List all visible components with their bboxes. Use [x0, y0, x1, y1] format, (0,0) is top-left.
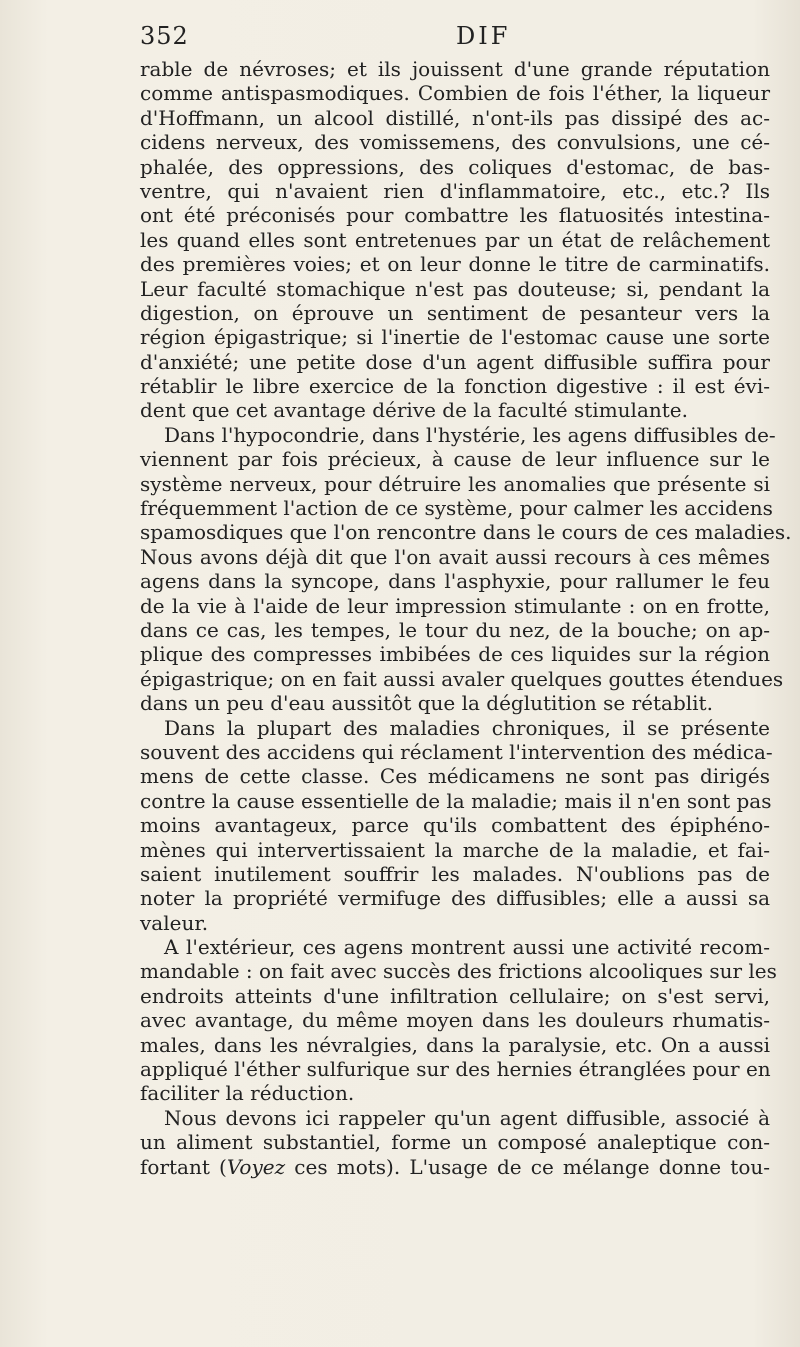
- text-line: viennent par fois précieux, à cause de leur influence sur le: [140, 447, 770, 472]
- cross-reference: Voyez: [226, 1154, 286, 1179]
- text-line: dans un peu d'eau aussitôt que la déglutition se rétablit.: [140, 691, 713, 716]
- paragraph-4: [140, 935, 777, 1106]
- text-line: Nous avons déjà dit que l'on avait aussi recours à ces mêmes: [140, 544, 770, 569]
- text-line: ventre, qui n'avaient rien d'inflammatoire, etc., etc.? Ils: [140, 178, 770, 203]
- text-line: A l'extérieur, ces agens montrent aussi une activité recom-: [164, 935, 770, 960]
- text-line: appliqué l'éther sulfurique sur des hernies étranglées pour en: [140, 1057, 771, 1082]
- text-line: région épigastrique; si l'inertie de l'estomac cause une sorte: [140, 325, 770, 350]
- text-line: épigastrique; on en fait aussi avaler quelques gouttes étendues: [140, 666, 784, 691]
- text-line: des premières voies; et on leur donne le titre de carminatifs.: [140, 252, 770, 277]
- text-line: faciliter la réduction.: [140, 1081, 355, 1106]
- text-line: plique des compresses imbibées de ces liquides sur la région: [140, 642, 770, 667]
- text-line: rétablir le libre exercice de la fonction digestive : il est évi-: [140, 374, 770, 399]
- text-line: mandable : on fait avec succès des frictions alcooliques sur les: [140, 959, 777, 984]
- text-line: digestion, on éprouve un sentiment de pesanteur vers la: [140, 300, 770, 325]
- paragraph-1: [140, 57, 770, 423]
- text-line: dans ce cas, les tempes, le tour du nez, de la bouche; on ap-: [140, 617, 770, 642]
- text-line: les quand elles sont entretenues par un état de relâchement: [140, 227, 770, 252]
- text-line: un aliment substantiel, forme un composé analeptique con-: [140, 1130, 770, 1155]
- text-line: spamosdiques que l'on rencontre dans le cours de ces maladies.: [140, 520, 792, 545]
- body-text: [140, 57, 792, 1179]
- text-line: fréquemment l'action de ce système, pour calmer les accidens: [140, 496, 773, 521]
- text-line: ont été préconisés pour combattre les flatuosités intestina-: [140, 203, 770, 228]
- paragraph-5: [140, 1106, 770, 1179]
- text-line: dent que cet avantage dérive de la faculté stimulante.: [140, 398, 688, 423]
- text-line-final: [140, 1155, 770, 1179]
- text-line: mènes qui intervertissaient la marche de la maladie, et fai-: [140, 837, 770, 862]
- text-line: d'anxiété; une petite dose d'un agent diffusible suffira pour: [140, 349, 770, 374]
- page-number: 352: [140, 22, 189, 50]
- text-line: moins avantageux, parce qu'ils combattent des épiphéno-: [140, 813, 770, 838]
- text-line: saient inutilement souffrir les malades. N'oublions pas de: [140, 861, 770, 886]
- text-line: cidens nerveux, des vomissemens, des convulsions, une cé-: [140, 130, 770, 155]
- text-line: avec avantage, du même moyen dans les douleurs rhumatis-: [140, 1008, 770, 1033]
- text-segment: ces mots). L'usage de ce mélange donne tou-: [285, 1154, 770, 1179]
- text-line: de la vie à l'aide de leur impression stimulante : on en frotte,: [140, 593, 770, 618]
- text-segment: fortant (: [140, 1154, 227, 1179]
- text-line: rable de névroses; et ils jouissent d'une grande réputation: [140, 57, 770, 81]
- text-line: souvent des accidens qui réclament l'intervention des médica-: [140, 739, 773, 764]
- text-line: agens dans la syncope, dans l'asphyxie, pour rallumer le feu: [140, 569, 770, 594]
- text-line: Leur faculté stomachique n'est pas douteuse; si, pendant la: [140, 276, 770, 301]
- text-line: Nous devons ici rappeler qu'un agent diffusible, associé à: [164, 1105, 770, 1130]
- text-line: contre la cause essentielle de la maladie; mais il n'en sont pas: [140, 788, 772, 813]
- text-line: mens de cette classe. Ces médicamens ne sont pas dirigés: [140, 764, 770, 789]
- text-line: d'Hoffmann, un alcool distillé, n'ont-ils pas dissipé des ac-: [140, 105, 770, 130]
- text-line: système nerveux, pour détruire les anomalies que présente si: [140, 471, 770, 496]
- text-line: valeur.: [140, 910, 209, 935]
- text-line: noter la propriété vermifuge des diffusibles; elle a aussi sa: [140, 886, 770, 911]
- running-head: DIF: [456, 22, 511, 50]
- text-line: males, dans les névralgies, dans la paralysie, etc. On a aussi: [140, 1032, 770, 1057]
- text-line: endroits atteints d'une infiltration cellulaire; on s'est servi,: [140, 983, 770, 1008]
- paragraph-2: [140, 422, 792, 716]
- paragraph-3: [140, 715, 773, 936]
- text-line: Dans la plupart des maladies chroniques, il se présente: [164, 715, 770, 740]
- text-line: Dans l'hypocondrie, dans l'hystérie, les agens diffusibles de-: [164, 422, 776, 447]
- text-line: comme antispasmodiques. Combien de fois l'éther, la liqueur: [140, 81, 770, 106]
- text-line: phalée, des oppressions, des coliques d'estomac, de bas-: [140, 154, 770, 179]
